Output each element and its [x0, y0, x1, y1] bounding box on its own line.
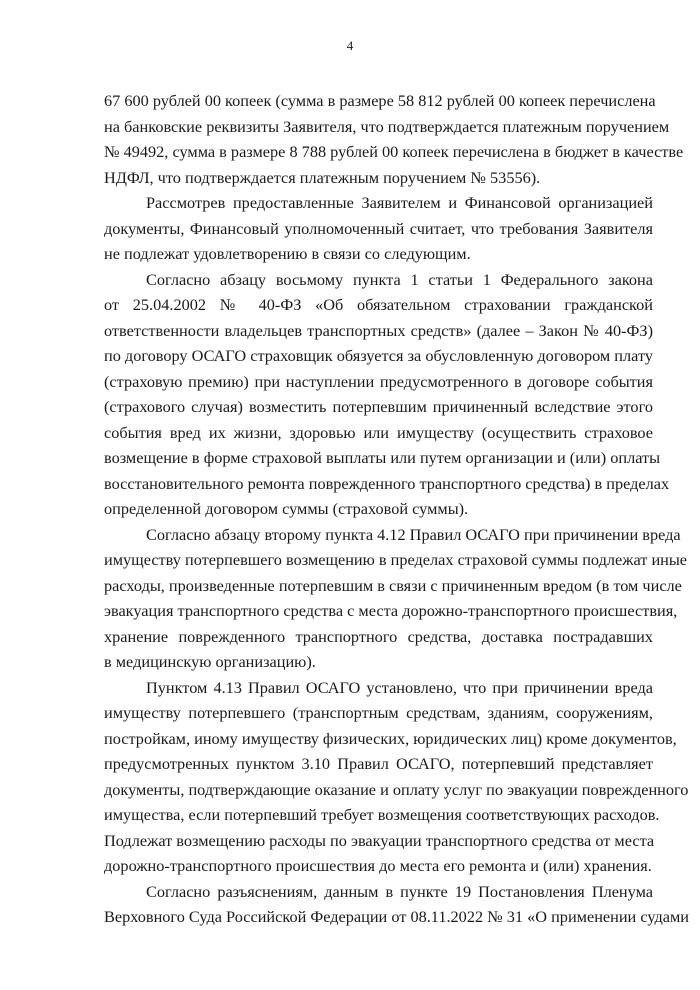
text-line: эвакуация транспортного средства с места дорожно-транспортного происшествия, [104, 601, 678, 620]
text-line: документы, подтверждающие оказание и оплату услуг по эвакуации поврежденного [104, 779, 689, 799]
page-number: 4 [346, 38, 354, 53]
text-line: определенной договором суммы (страховой суммы). [104, 499, 469, 518]
text-line: события вред их жизни, здоровью или имуществу (осуществить страховое [104, 422, 653, 442]
text-line: ответственности владельцев транспортных средств» (далее – Закон № 40-ФЗ) [104, 320, 653, 340]
text-line: восстановительного ремонта поврежденного транспортного средства) в пределах [104, 473, 670, 493]
text-line: Подлежат возмещению расходы по эвакуации транспортного средства от места [104, 830, 655, 850]
text-line: Пунктом 4.13 Правил ОСАГО установлено, что при причинении вреда [146, 677, 653, 697]
text-line: имущества, если потерпевший требует возмещения соответствующих расходов. [104, 805, 660, 824]
text-line: от 25.04.2002 № 40-ФЗ «Об обязательном страховании гражданской [104, 295, 653, 314]
text-line: имуществу потерпевшего (транспортным средствам, зданиям, сооружениям, [104, 703, 653, 722]
text-line: (страховую премию) при наступлении предусмотренного в договоре события [104, 371, 653, 391]
text-line: имуществу потерпевшего возмещению в пределах страховой суммы подлежат иные [104, 550, 688, 569]
paragraph [104, 267, 670, 522]
document-body [104, 88, 689, 930]
text-line: по договору ОСАГО страховщик обязуется за обусловленную договором плату [104, 346, 653, 365]
text-line: 67 600 рублей 00 копеек (сумма в размере 58 812 рублей 00 копеек перечислена [104, 91, 656, 110]
text-line: НДФЛ, что подтверждается платежным поручением № 53556). [104, 167, 541, 187]
paragraph [104, 88, 684, 190]
text-line: в медицинскую организацию). [104, 652, 316, 671]
text-line: на банковские реквизиты Заявителя, что подтверждается платежным поручением [104, 116, 670, 136]
text-line: Согласно абзацу восьмому пункта 1 статьи 1 Федерального закона [146, 269, 653, 289]
text-line: предусмотренных пунктом 3.10 Правил ОСАГО, потерпевший представляет [104, 754, 653, 773]
text-line: постройкам, иному имуществу физических, юридических лиц) кроме документов, [104, 728, 677, 748]
text-line: № 49492, сумма в размере 8 788 рублей 00 копеек перечислена в бюджет в качестве [104, 142, 684, 161]
text-line: (страхового случая) возместить потерпевшим причиненный вследствие этого [104, 397, 653, 416]
text-line: дорожно-транспортного происшествия до места его ремонта и (или) хранения. [104, 856, 652, 875]
text-line: Верховного Суда Российской Федерации от 08.11.2022 № 31 «О применении судами [104, 907, 689, 926]
text-line: документы, Финансовый уполномоченный считает, что требования Заявителя [104, 218, 653, 238]
text-line: Рассмотрев предоставленные Заявителем и Финансовой организацией [146, 193, 653, 212]
text-line: хранение поврежденного транспортного средства, доставка пострадавших [104, 626, 653, 646]
paragraph [104, 879, 689, 930]
text-line: расходы, произведенные потерпевшим в связи с причиненным вредом (в том числе [104, 575, 682, 595]
text-line: возмещение в форме страховой выплаты или путем организации и (или) оплаты [104, 448, 661, 467]
text-line: Согласно абзацу второму пункта 4.12 Правил ОСАГО при причинении вреда [146, 524, 681, 544]
paragraph [104, 522, 688, 675]
text-line: не подлежат удовлетворению в связи со следующим. [104, 244, 471, 263]
paragraph [104, 190, 653, 267]
text-line: Согласно разъяснениям, данным в пункте 19 Постановления Пленума [146, 881, 653, 901]
paragraph [104, 675, 689, 879]
